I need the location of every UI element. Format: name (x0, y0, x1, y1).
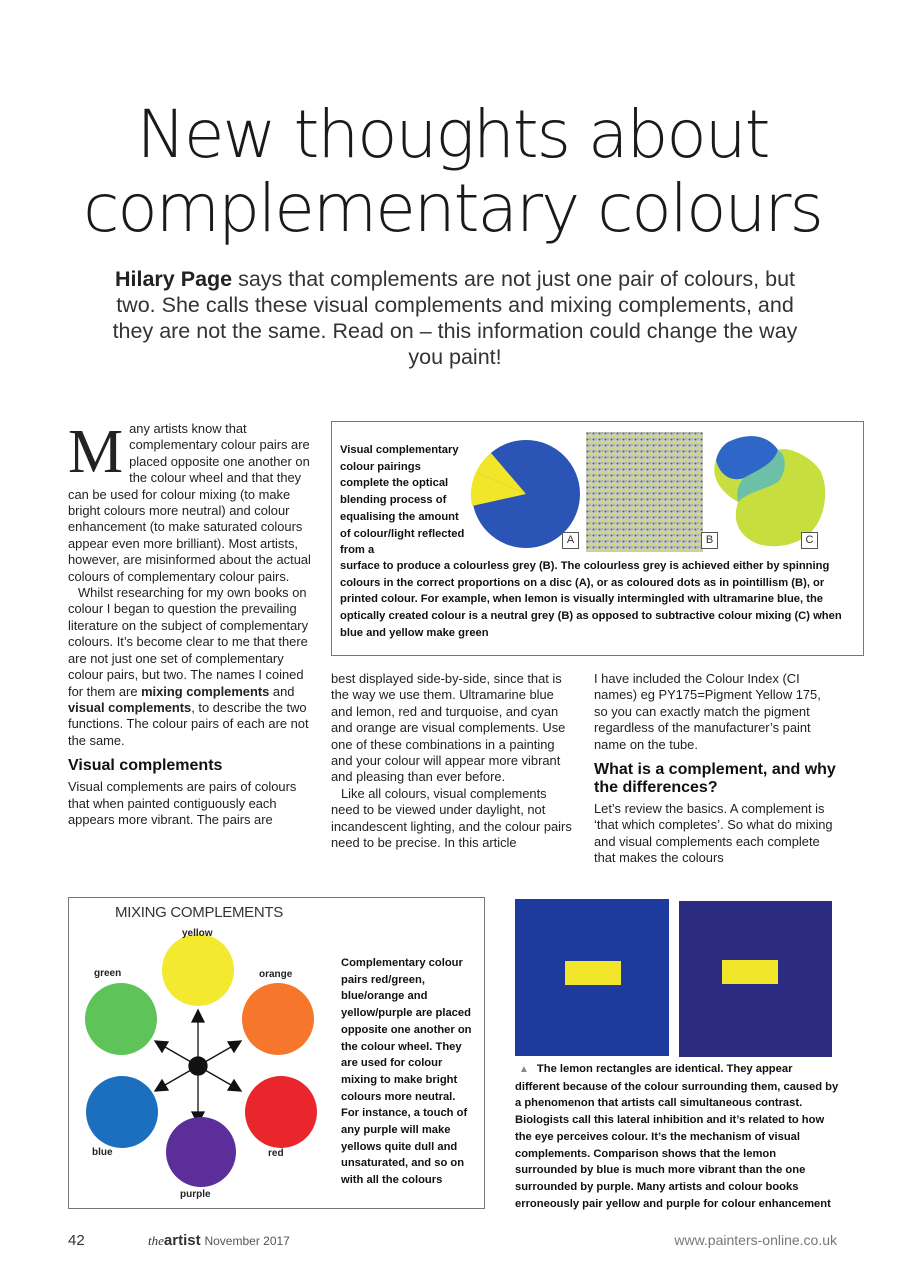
label-orange: orange (259, 969, 293, 980)
pointillism-image (586, 432, 703, 552)
issue-date: November 2017 (204, 1234, 290, 1248)
mixing-heading: MIXING COMPLEMENTS (115, 904, 283, 921)
label-blue: blue (92, 1147, 113, 1158)
visual-paragraph: Visual complements are pairs of colours that when painted contiguously each appears more vibrant. The pairs are (68, 779, 297, 827)
mixing-complements-figure (68, 897, 485, 1209)
label-green: green (94, 968, 122, 979)
red-swatch (245, 1076, 317, 1148)
purple-square-image (679, 901, 832, 1057)
title-line-1: New thoughts about (136, 96, 769, 173)
colour-wheel (69, 898, 339, 1208)
col2-paragraph-1: best displayed side-by-side, since that is the way we use them. Ultramarine blue and lemon, red and turquoise, and cyan and orange are visual complements. Use one of these combinations in a painting and your colour will appear more vibrant and pleasing than ever before. (331, 671, 566, 785)
label-b: B (701, 532, 718, 549)
blue-square-image (515, 899, 669, 1056)
lemon-caption: ▲ The lemon rectangles are identical. They appear different because of the colour surrounding them, caused by a phenomenon that artists call simultaneous contrast. Biologists call this lateral inhibition and it’s related to how the eye perceives colour. It’s the mechanism of visual complements. Comparison shows that the lemon surrounded by blue is much more vibrant than the one surrounded by purple. Many artists and colour books erroneously pair yellow and purple for colour enhancement (515, 1063, 839, 1210)
label-a: A (562, 532, 579, 549)
intro-paragraph: Many artists know that complementary colour pairs are placed opposite one another on the colour wheel and that they can be used for colour mixing (to make bright colours more neutral) and colour enhancement (to make saturated colours appear even more brilliant). Most artists, however, are misinformed about the actual colours of complementary colour pairs. (68, 418, 311, 584)
page-title (0, 98, 905, 246)
label-c: C (801, 532, 818, 549)
purple-swatch (166, 1117, 236, 1187)
heading-visual-complements: Visual complements (68, 757, 223, 775)
orange-swatch (242, 983, 314, 1055)
yellow-swatch (162, 934, 234, 1006)
website-link[interactable]: www.painters-online.co.uk (674, 1232, 837, 1248)
heading-what-is-complement: What is a complement, and why the differences? (594, 761, 836, 797)
triangle-icon: ▲ (519, 1064, 529, 1075)
figure-caption-top: Visual complementary colour pairings complete the optical blending process of equalising the amount of colour/light reflected from a (340, 444, 465, 557)
lemon-rectangle (722, 960, 778, 984)
page-number: 42 (68, 1232, 85, 1249)
label-purple: purple (180, 1189, 211, 1200)
column-3 (594, 671, 837, 867)
green-swatch (85, 983, 157, 1055)
col3-paragraph-2: Let’s review the basics. A complement is ‘that which completes’. So what do mixing and visual complements each complete that makes the colours (594, 801, 833, 866)
label-red: red (268, 1148, 284, 1159)
column-1 (68, 418, 311, 828)
standfirst (110, 266, 800, 370)
mag-artist: artist (163, 1232, 201, 1249)
col3-paragraph-1: I have included the Colour Index (CI names) eg PY175=Pigment Yellow 175, so you can exactly match the pigment regardless of the manufacturer’s paint name on the tube. (594, 671, 821, 752)
drop-cap: M (68, 418, 124, 486)
blue-swatch (86, 1076, 158, 1148)
lemon-rectangle (565, 961, 621, 985)
label-yellow: yellow (182, 928, 213, 939)
magazine-logo (148, 1232, 290, 1249)
standfirst-text: says that complements are not just one pair of colours, but two. She calls these visual complements and mixing complements, and they are not the same. Read on – this information could change the way you paint! (112, 267, 798, 369)
mixing-caption: Complementary colour pairs red/green, blue/orange and yellow/purple are placed opposite one another on the colour wheel. They are used for colour mixing to make bright colours more neutral. For instance, a touch of any purple will make yellows quite dull and unsaturated, and so on with all the colours (341, 957, 472, 1187)
author-name: Hilary Page (115, 267, 233, 291)
column-2 (331, 671, 574, 851)
figure-caption-bottom: surface to produce a colourless grey (B). The colourless grey is achieved either by spinning colours in the correct proportions on a disc (A), or as coloured dots as in pointillism (B), or printed colour. For example, when lemon is visually intermingled with ultramarine blue, the optically created colour is a neutral grey (B) as opposed to subtractive colour mixing (C) when blue and yellow make green (340, 560, 842, 639)
figure-optical-blending (331, 421, 864, 656)
mag-the: the (148, 1233, 164, 1248)
col2-paragraph-2: Like all colours, visual complements need to be viewed under daylight, not incandescent lighting, and the colour pairs need to be precise. In this article (331, 785, 572, 851)
title-line-2: complementary colours (83, 170, 822, 247)
research-paragraph: Whilst researching for my own books on colour I began to question the prevailing literature on the subject of complementary colours. It’s become clear to me that there are not just one set of complementary colour pairs, but two. The names I coined for them are mixing complements and visual complements, to describe the two functions. The colour pairs of each are not the same. (68, 585, 309, 748)
